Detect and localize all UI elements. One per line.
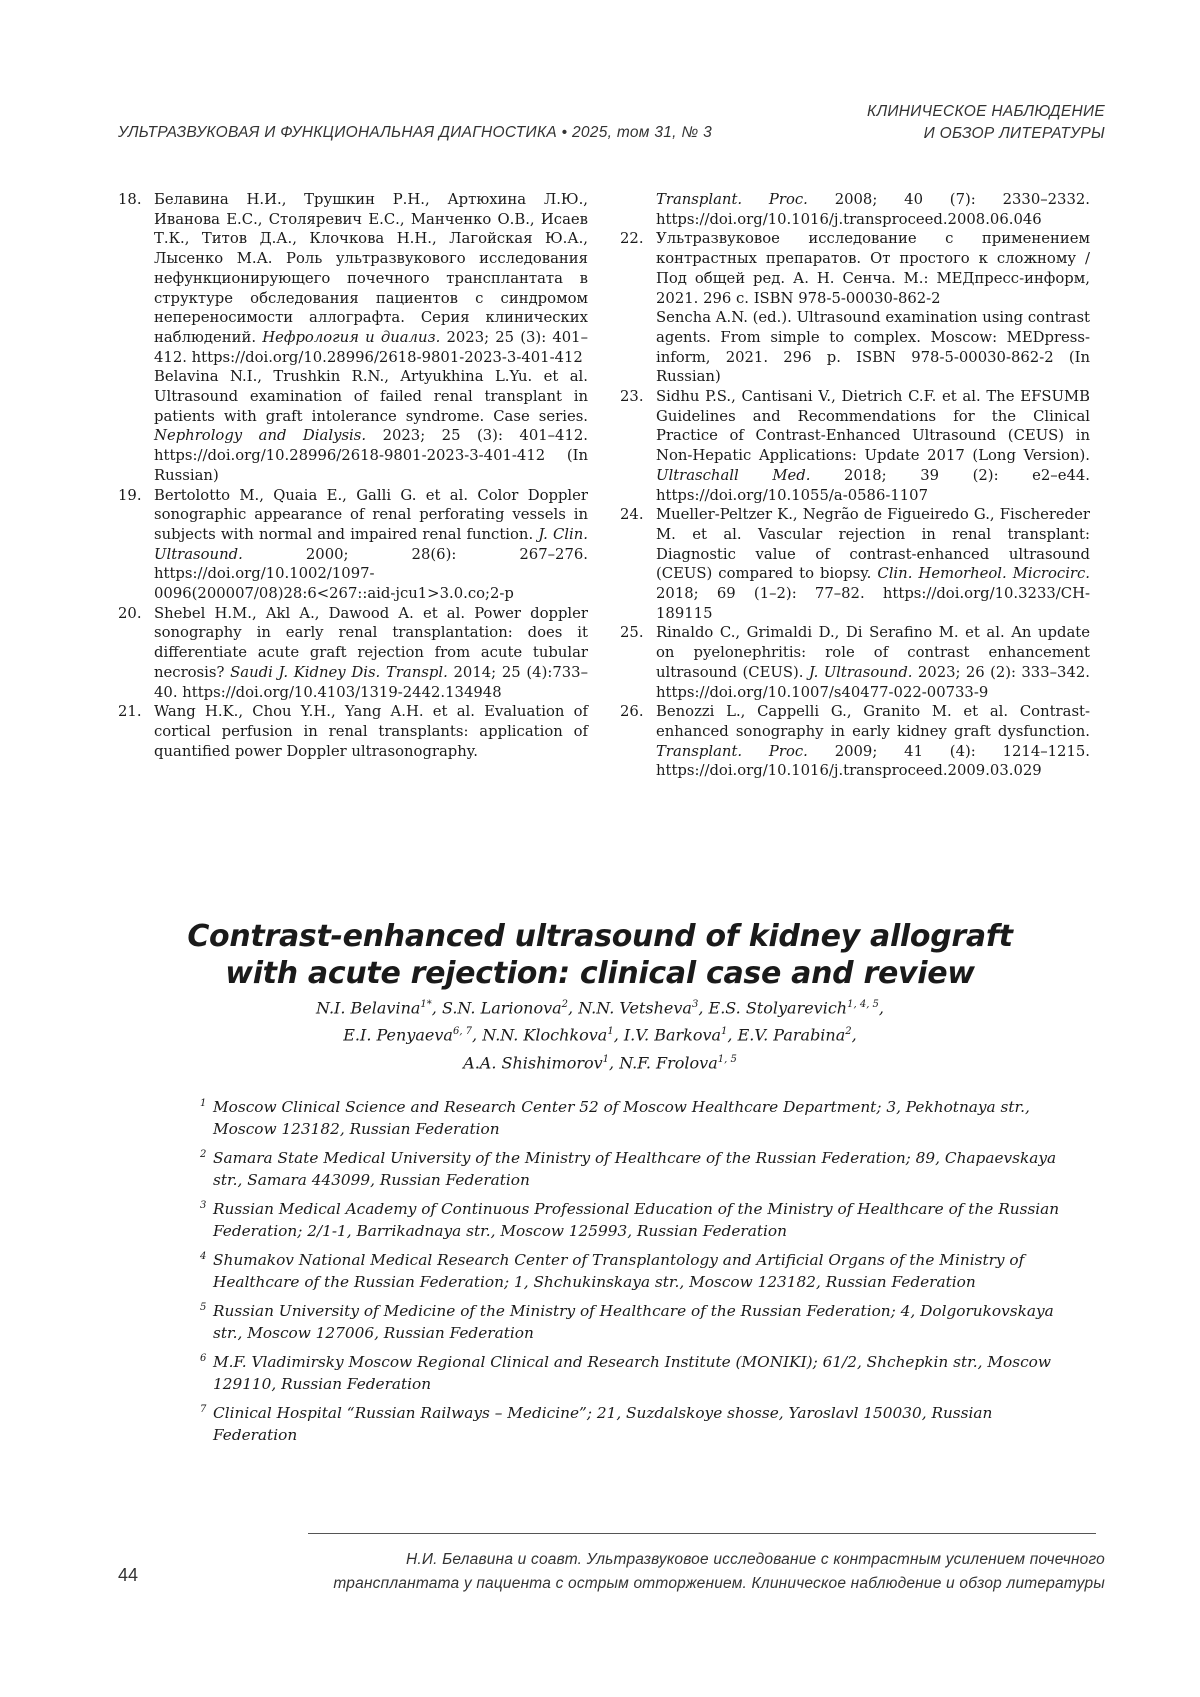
reference-text <box>154 604 588 703</box>
affiliation-text: M.F. Vladimirsky Moscow Regional Clinical and Research Institute (MONIKI); 61/2, Shchepkin str., Moscow 129110, Russian Federation <box>213 1351 1080 1395</box>
author-name: N.F. Frolova <box>619 1053 718 1072</box>
references-right-column <box>620 190 1090 781</box>
affiliation-mark: 1 <box>200 1096 213 1140</box>
affiliation-mark: 5 <box>200 1300 213 1344</box>
reference-text <box>656 702 1090 781</box>
reference-paragraph <box>656 229 1090 308</box>
author-affiliation-mark: 1* <box>420 999 431 1010</box>
reference-journal: Saudi J. Kidney Dis. Transpl. <box>230 664 448 681</box>
reference-authors-title: Rinaldo C., Grimaldi D., Di Serafino M. et al. An update on pyelonephritis: role of contrast enhancement ultrasound (CEUS). <box>656 624 1090 680</box>
reference-item <box>620 190 1090 229</box>
affiliation-text: Samara State Medical University of the Ministry of Healthcare of the Russian Federation; 89, Chapaevskaya str., Samara 443099, Russian Federation <box>213 1147 1080 1191</box>
reference-authors-title: Белавина Н.И., Трушкин Р.Н., Артюхина Л.Ю., Иванова Е.С., Столяревич Е.С., Манченко О.В., Исаев Т.К., Титов Д.А., Клочкова Н.Н., Лагойская Ю.А., Лысенко М.А. Роль ультразвукового исследования нефункционирующего почечного трансплантата в структуре обследования пациентов с синдромом непереносимости аллографта. Серия клинических наблюдений. <box>154 191 588 346</box>
reference-number: 21. <box>118 702 154 761</box>
author-name: E.V. Parabina <box>738 1026 846 1045</box>
author-separator: , <box>432 998 442 1017</box>
reference-paragraph <box>154 702 588 761</box>
reference-number: 22. <box>620 229 656 387</box>
affiliation-mark: 4 <box>200 1249 213 1293</box>
affiliation-mark: 7 <box>200 1402 213 1446</box>
reference-details: 2014; 25 (4):733–40. https://doi.org/10.4103/1319-2442.134948 <box>154 664 588 701</box>
reference-paragraph <box>656 387 1090 505</box>
affiliation-item <box>200 1147 1080 1191</box>
reference-authors-title: Benozzi L., Cappelli G., Granito M. et al. Contrast-enhanced sonography in early kidney graft dysfunction. <box>656 703 1090 740</box>
reference-details: 2018; 39 (2): e2–e44. https://doi.org/10.1055/a-0586-1107 <box>656 467 1090 504</box>
author-affiliation-mark: 2 <box>562 999 568 1010</box>
author-name: N.N. Klochkova <box>482 1026 607 1045</box>
reference-journal: Transplant. Proc. <box>656 191 808 208</box>
reference-journal: Nephrology and Dialysis. <box>154 427 366 444</box>
reference-item <box>620 505 1090 623</box>
reference-item <box>118 486 588 604</box>
article-title <box>0 918 1200 992</box>
author-affiliation-mark: 3 <box>692 999 698 1010</box>
reference-item <box>620 623 1090 702</box>
title-line-1: Contrast-enhanced ultrasound of kidney allograft <box>0 918 1200 955</box>
reference-translation <box>154 367 588 485</box>
reference-item <box>118 190 588 486</box>
reference-journal: Нефрология и диализ. <box>262 329 440 346</box>
author-line <box>0 993 1200 1020</box>
reference-paragraph <box>656 623 1090 702</box>
reference-details: 2023; 26 (2): 333–342. https://doi.org/10.1007/s40477-022-00733-9 <box>656 664 1090 701</box>
affiliation-item <box>200 1249 1080 1293</box>
reference-translation-text: Sencha A.N. (ed.). Ultrasound examination using contrast agents. From simple to complex. Moscow: MEDpress-inform, 2021. 296 p. ISBN 978-5-00030-862-2 (In Russian) <box>656 309 1090 385</box>
running-header-journal: УЛЬТРАЗВУКОВАЯ И ФУНКЦИОНАЛЬНАЯ ДИАГНОСТИКА • 2025, том 31, № 3 <box>118 124 712 142</box>
reference-authors-title: Ультразвуковое исследование с применением контрастных препаратов. От простого к сложному / Под общей ред. А. Н. Сенча. М.: МЕДпресс-информ, 2021. 296 с. ISBN 978-5-00030-862-2 <box>656 230 1090 306</box>
reference-journal: J. Clin. Ultrasound. <box>154 526 588 563</box>
title-line-2: with acute rejection: clinical case and review <box>0 955 1200 992</box>
reference-authors-title: Mueller-Peltzer K., Negrão de Figueiredo G., Fischereder M. et al. Vascular rejection in renal transplant: Diagnostic value of contrast-enhanced ultrasound (CEUS) compared to biopsy. <box>656 506 1090 582</box>
author-separator: , <box>727 1026 737 1045</box>
author-name: S.N. Larionova <box>442 998 562 1017</box>
reference-number: 20. <box>118 604 154 703</box>
reference-text <box>656 229 1090 387</box>
reference-journal: Clin. Hemorheol. Microcirc. <box>877 565 1090 582</box>
reference-number: 23. <box>620 387 656 505</box>
reference-item <box>620 387 1090 505</box>
reference-paragraph <box>154 604 588 703</box>
reference-number: 19. <box>118 486 154 604</box>
reference-translation-text: Belavina N.I., Trushkin R.N., Artyukhina L.Yu. et al. Ultrasound examination of failed renal transplant in patients with graft intolerance syndrome. Case series. <box>154 368 588 424</box>
author-affiliation-mark: 1 <box>607 1026 613 1037</box>
reference-details: 2018; 69 (1–2): 77–82. https://doi.org/10.3233/CH-189115 <box>656 585 1090 622</box>
author-name: I.V. Barkova <box>624 1026 721 1045</box>
reference-details: 2023; 25 (3): 401–412. https://doi.org/10.28996/2618-9801-2023-3-401-412 (In Russian) <box>154 427 588 483</box>
affiliation-text: Clinical Hospital “Russian Railways – Medicine”; 21, Suzdalskoye shosse, Yaroslavl 150030, Russian Federation <box>213 1402 1080 1446</box>
author-affiliation-mark: 1, 5 <box>718 1054 737 1065</box>
reference-text <box>656 190 1090 229</box>
reference-item <box>620 702 1090 781</box>
author-name: N.N. Vetsheva <box>578 998 692 1017</box>
reference-number: 24. <box>620 505 656 623</box>
author-affiliation-mark: 1 <box>721 1026 727 1037</box>
reference-journal: J. Ultrasound. <box>809 664 913 681</box>
author-separator: , <box>609 1053 619 1072</box>
running-header-section <box>867 101 1105 145</box>
author-name: N.I. Belavina <box>316 998 420 1017</box>
affiliation-text: Russian University of Medicine of the Ministry of Healthcare of the Russian Federation; 4, Dolgorukovskaya str., Moscow 127006, Russian Federation <box>213 1300 1080 1344</box>
author-name: E.I. Penyaeva <box>343 1026 453 1045</box>
reference-details: 2008; 40 (7): 2330–2332. https://doi.org/10.1016/j.transproceed.2008.06.046 <box>656 191 1090 228</box>
affiliation-item <box>200 1198 1080 1242</box>
reference-number: 25. <box>620 623 656 702</box>
reference-item <box>620 229 1090 387</box>
affiliation-item <box>200 1402 1080 1446</box>
running-footer <box>275 1548 1105 1596</box>
reference-authors-title: Wang H.K., Chou Y.H., Yang A.H. et al. Evaluation of cortical perfusion in renal transplants: application of quantified power Doppler ultrasonography. <box>154 703 588 759</box>
reference-authors-title: Sidhu P.S., Cantisani V., Dietrich C.F. et al. The EFSUMB Guidelines and Recommendations for the Clinical Practice of Contrast-Enhanced Ultrasound (CEUS) in Non-Hepatic Applications: Update 2017 (Long Version). <box>656 388 1090 464</box>
affiliation-mark: 6 <box>200 1351 213 1395</box>
affiliation-text: Russian Medical Academy of Continuous Professional Education of the Ministry of Healthcare of the Russian Federation; 2/1-1, Barrikadnaya str., Moscow 125993, Russian Federation <box>213 1198 1080 1242</box>
reference-authors-title: Bertolotto M., Quaia E., Galli G. et al. Color Doppler sonographic appearance of renal perforating vessels in subjects with normal and impaired renal function. <box>154 487 588 543</box>
reference-text <box>656 623 1090 702</box>
reference-journal: Ultraschall Med. <box>656 467 810 484</box>
author-separator: , <box>568 998 578 1017</box>
page-number: 44 <box>118 1565 138 1586</box>
author-name: A.A. Shishimorov <box>463 1053 603 1072</box>
author-separator: , <box>614 1026 624 1045</box>
affiliation-text: Moscow Clinical Science and Research Center 52 of Moscow Healthcare Department; 3, Pekhotnaya str., Moscow 123182, Russian Federation <box>213 1096 1080 1140</box>
affiliation-item <box>200 1300 1080 1344</box>
reference-paragraph <box>656 190 1090 229</box>
reference-paragraph <box>154 486 588 604</box>
author-separator: , <box>879 998 884 1017</box>
reference-item <box>118 702 588 761</box>
references-left-column <box>118 190 588 761</box>
affiliation-text: Shumakov National Medical Research Center of Transplantology and Artificial Organs of the Ministry of Healthcare of the Russian Federation; 1, Shchukinskaya str., Moscow 123182, Russian Federation <box>213 1249 1080 1293</box>
reference-text <box>656 505 1090 623</box>
author-name: E.S. Stolyarevich <box>709 998 848 1017</box>
reference-authors-title: Shebel H.M., Akl A., Dawood A. et al. Power doppler sonography in early renal transplantation: does it differentiate acute graft rejection from acute tubular necrosis? <box>154 605 588 681</box>
author-separator: , <box>472 1026 482 1045</box>
author-separator: , <box>698 998 708 1017</box>
author-affiliation-mark: 2 <box>845 1026 851 1037</box>
section-line-2: И ОБЗОР ЛИТЕРАТУРЫ <box>867 123 1105 145</box>
author-separator: , <box>852 1026 857 1045</box>
reference-paragraph <box>656 505 1090 623</box>
section-line-1: КЛИНИЧЕСКОЕ НАБЛЮДЕНИЕ <box>867 101 1105 123</box>
reference-item <box>118 604 588 703</box>
affiliation-mark: 3 <box>200 1198 213 1242</box>
author-affiliation-mark: 6, 7 <box>453 1026 472 1037</box>
reference-journal: Transplant. Proc. <box>656 743 808 760</box>
affiliation-item <box>200 1096 1080 1140</box>
author-affiliation-mark: 1, 4, 5 <box>847 999 879 1010</box>
reference-text <box>154 702 588 761</box>
reference-text <box>656 387 1090 505</box>
reference-text <box>154 190 588 486</box>
footer-divider <box>308 1533 1096 1534</box>
reference-paragraph <box>154 190 588 367</box>
footer-line-2: трансплантата у пациента с острым отторжением. Клиническое наблюдение и обзор литературы <box>275 1572 1105 1596</box>
reference-number: 26. <box>620 702 656 781</box>
reference-number: 18. <box>118 190 154 486</box>
affiliation-mark: 2 <box>200 1147 213 1191</box>
reference-translation <box>656 308 1090 387</box>
reference-details: 2023; 25 (3): 401–412. https://doi.org/10.28996/2618-9801-2023-3-401-412 <box>154 329 588 366</box>
affiliation-item <box>200 1351 1080 1395</box>
reference-number <box>620 190 656 229</box>
reference-text <box>154 486 588 604</box>
author-affiliation-mark: 1 <box>603 1054 609 1065</box>
reference-details: 2000; 28(6): 267–276. https://doi.org/10.1002/1097-0096(200007/08)28:6<267::aid-jcu1>3.0.co;2-p <box>154 546 588 602</box>
author-line <box>0 1020 1200 1047</box>
footer-line-1: Н.И. Белавина и соавт. Ультразвуковое исследование с контрастным усилением почечного <box>275 1548 1105 1572</box>
author-list <box>0 993 1200 1075</box>
reference-paragraph <box>656 702 1090 781</box>
affiliations-list <box>200 1096 1080 1453</box>
reference-details: 2009; 41 (4): 1214–1215. https://doi.org/10.1016/j.transproceed.2009.03.029 <box>656 743 1090 780</box>
author-line <box>0 1048 1200 1075</box>
